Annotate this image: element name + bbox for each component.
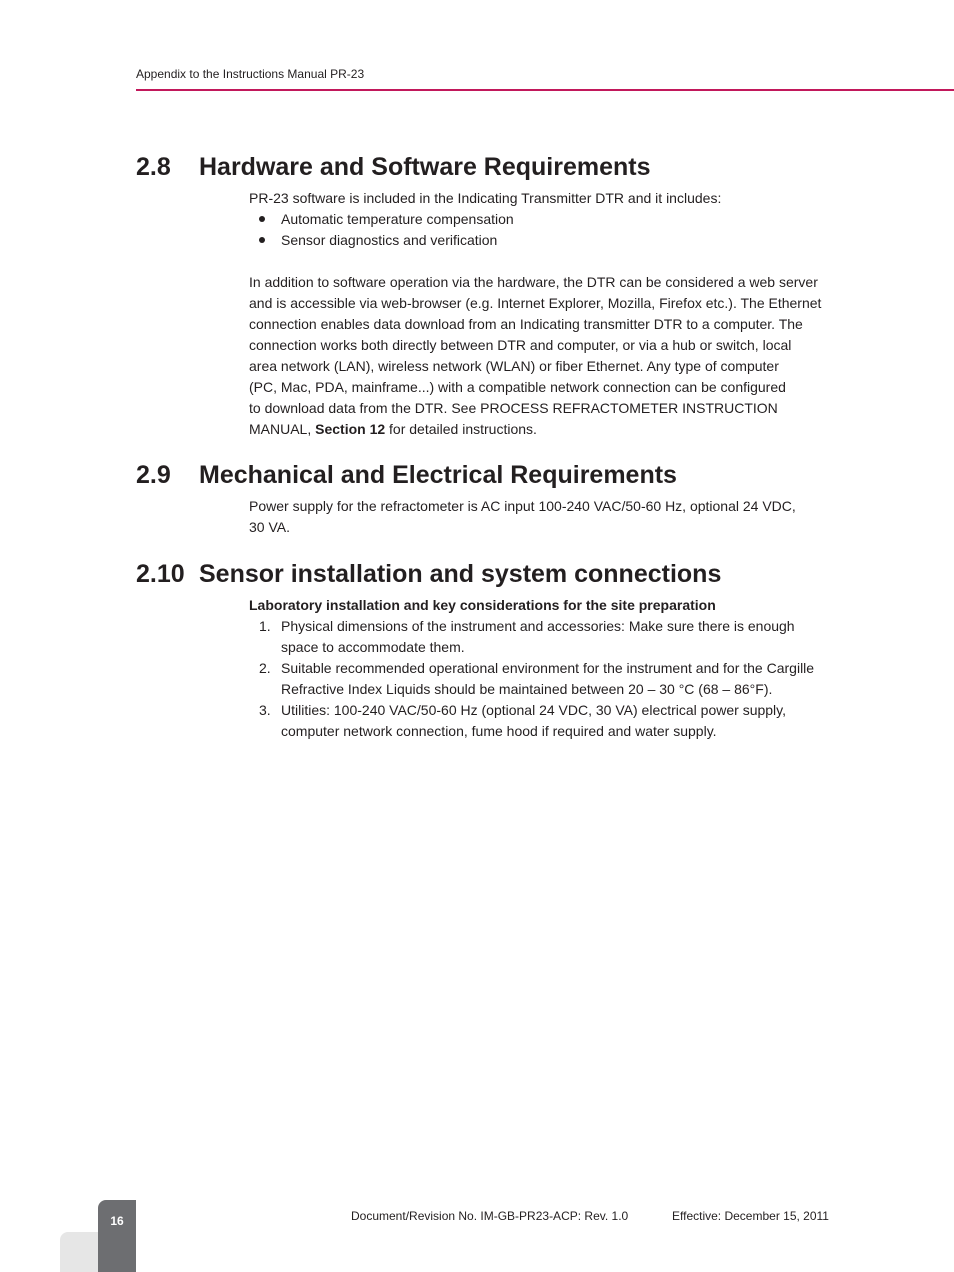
feature-list — [249, 209, 849, 251]
section-heading-2-9 — [136, 461, 677, 490]
intro-paragraph: PR-23 software is included in the Indicating Transmitter DTR and it includes: — [249, 190, 722, 206]
item-line: Suitable recommended operational environment for the instrument and for the Cargille — [281, 660, 815, 676]
section-title: Mechanical and Electrical Requirements — [199, 461, 677, 489]
page-tab-shadow — [60, 1232, 98, 1272]
section-title: Sensor installation and system connections — [199, 560, 722, 588]
item-line: space to accommodate them. — [281, 639, 465, 655]
header-rule — [136, 89, 954, 91]
section-reference: Section 12 — [315, 421, 386, 437]
item-number: 3. — [259, 702, 271, 718]
paragraph-line: 30 VA. — [249, 519, 290, 535]
page-tab — [98, 1200, 136, 1272]
item-line: Utilities: 100-240 VAC/50-60 Hz (optional 24 VDC, 30 VA) electrical power supply, — [281, 702, 787, 718]
section-heading-2-10 — [136, 560, 721, 589]
paragraph-line-prefix: MANUAL, — [249, 421, 316, 437]
paragraph-line: to download data from the DTR. See PROCESS REFRACTOMETER INSTRUCTION — [249, 400, 778, 416]
item-line: Physical dimensions of the instrument and accessories: Make sure there is enough — [281, 618, 795, 634]
item-line: computer network connection, fume hood if required and water supply. — [281, 723, 717, 739]
list-item: Sensor diagnostics and verification — [249, 230, 849, 251]
network-paragraph — [249, 272, 849, 440]
list-item — [249, 616, 849, 658]
item-number: 2. — [259, 660, 271, 676]
section-2-9-body — [249, 496, 849, 538]
running-header: Appendix to the Instructions Manual PR-23 — [136, 67, 365, 81]
paragraph-line-suffix: for detailed instructions. — [385, 421, 537, 437]
paragraph-line: connection enables data download from an Indicating transmitter DTR to a computer. The — [249, 316, 803, 332]
effective-date: Effective: December 15, 2011 — [672, 1209, 829, 1223]
paragraph-line: In addition to software operation via the hardware, the DTR can be considered a web server — [249, 274, 818, 290]
item-line: Refractive Index Liquids should be maintained between 20 – 30 °C (68 – 86°F). — [281, 681, 773, 697]
numbered-list — [249, 616, 849, 742]
section-number: 2.10 — [136, 560, 185, 588]
list-item: Automatic temperature compensation — [249, 209, 849, 230]
paragraph-line: Power supply for the refractometer is AC input 100-240 VAC/50-60 Hz, optional 24 VDC, — [249, 498, 796, 514]
subheading: Laboratory installation and key considerations for the site preparation — [249, 597, 716, 613]
section-2-8-body — [249, 188, 849, 440]
section-title: Hardware and Software Requirements — [199, 153, 651, 181]
section-number: 2.9 — [136, 461, 171, 489]
power-paragraph — [249, 496, 849, 538]
paragraph-line: (PC, Mac, PDA, mainframe...) with a compatible network connection can be configured — [249, 379, 786, 395]
section-2-10-body — [249, 595, 849, 742]
paragraph-line: area network (LAN), wireless network (WLAN) or fiber Ethernet. Any type of computer — [249, 358, 779, 374]
paragraph-line: connection works both directly between DTR and computer, or via a hub or switch, local — [249, 337, 792, 353]
paragraph-line: and is accessible via web-browser (e.g. Internet Explorer, Mozilla, Firefox etc.). The Ethernet — [249, 295, 822, 311]
section-number: 2.8 — [136, 153, 171, 181]
document-revision: Document/Revision No. IM-GB-PR23-ACP: Rev. 1.0 — [351, 1209, 629, 1223]
list-item — [249, 700, 849, 742]
section-heading-2-8 — [136, 153, 651, 182]
page-number: 16 — [110, 1214, 124, 1228]
item-number: 1. — [259, 618, 271, 634]
list-item — [249, 658, 849, 700]
